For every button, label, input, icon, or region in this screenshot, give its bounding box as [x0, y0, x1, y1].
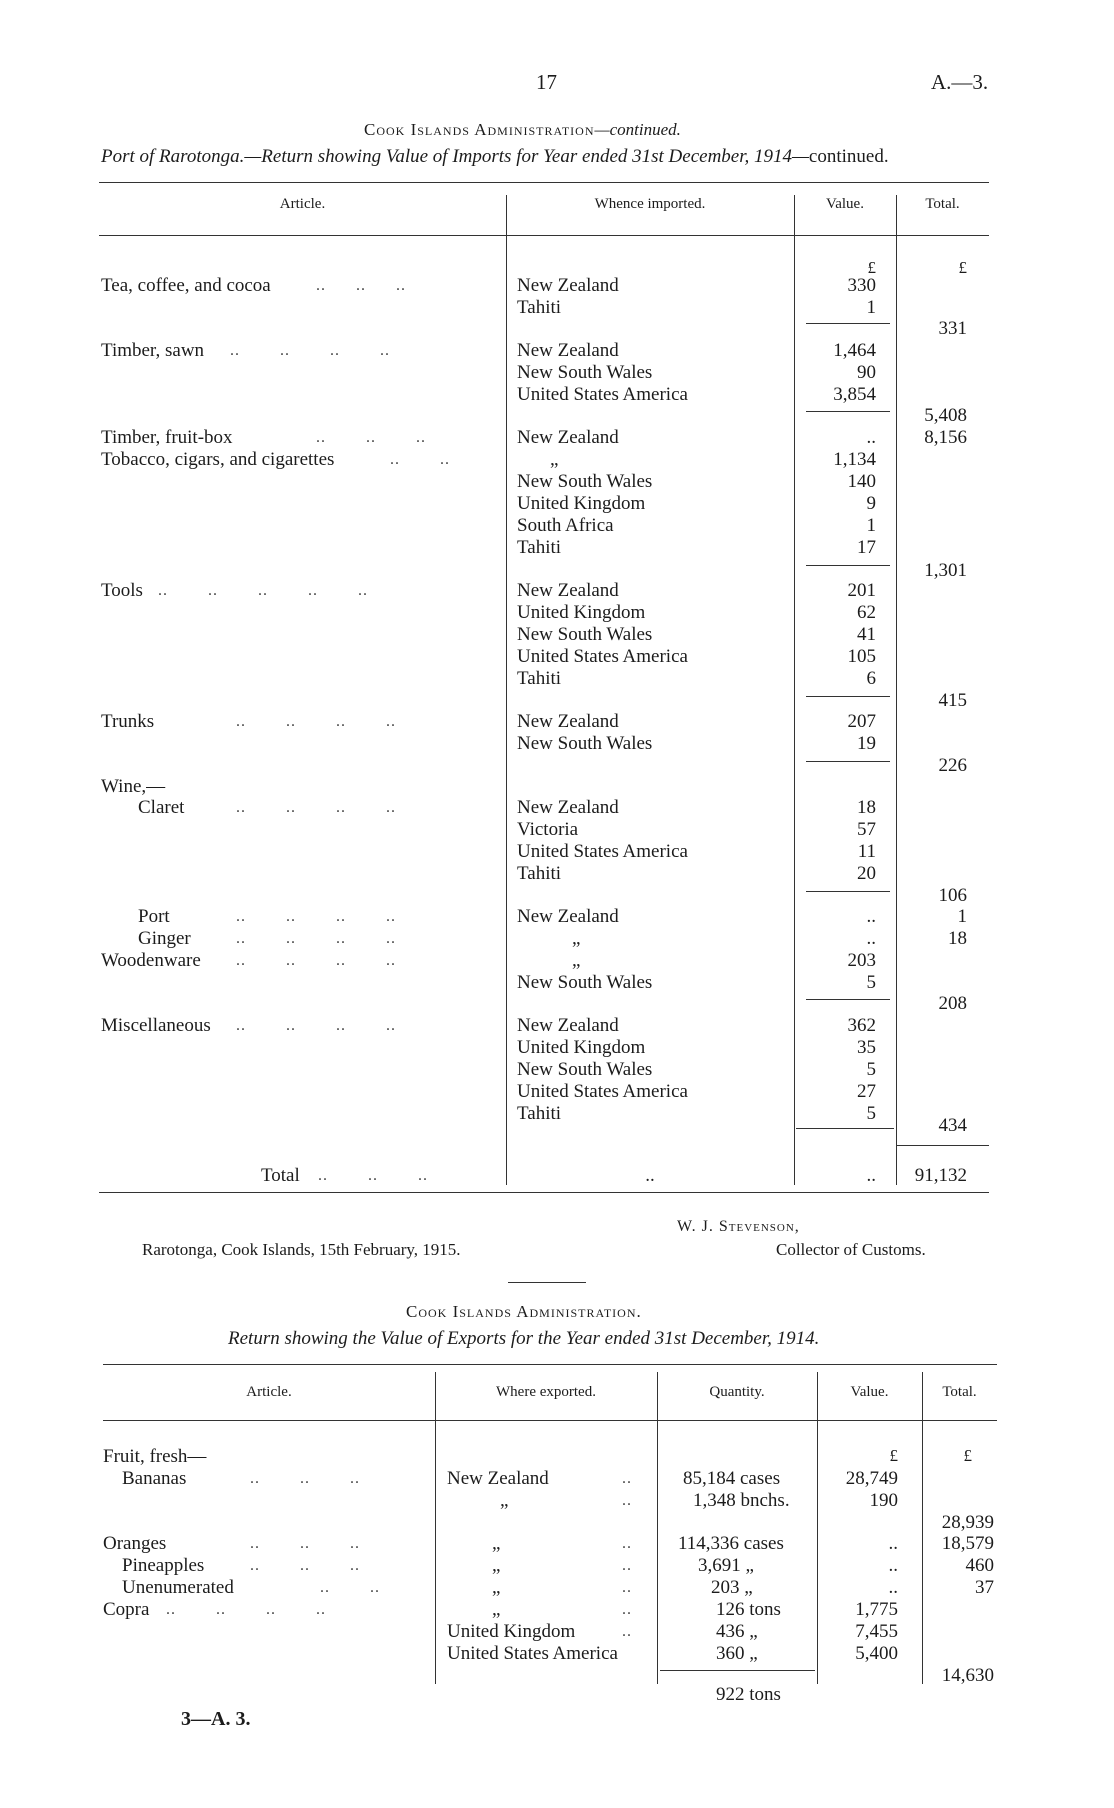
source-country: New Zealand [517, 340, 619, 361]
subtotal-rule [796, 1128, 894, 1129]
leader-dots: .. .. .. .. [236, 1017, 396, 1034]
quantity-sum-rule [660, 1670, 815, 1671]
total-cell: 434 [938, 1115, 967, 1136]
export-destination: New Zealand [447, 1468, 549, 1489]
imports-title-tail: continued. [808, 146, 889, 167]
export-destination: United Kingdom [447, 1621, 576, 1642]
imports-header-whence: Whence imported. [594, 196, 706, 212]
source-country: United Kingdom [517, 1037, 646, 1058]
value-cell: 140 [847, 471, 876, 492]
leader-dots: .. .. .. .. [166, 1601, 326, 1618]
leader-dots: .. .. [390, 451, 450, 468]
ditto-mark: „ [572, 950, 581, 971]
export-value: .. [888, 1533, 898, 1554]
subtotal-rule [806, 891, 890, 892]
document-reference: A.—3. [931, 70, 989, 94]
article-label: Timber, sawn [101, 340, 205, 361]
article-label: Port [138, 906, 170, 927]
imports-admin-heading [364, 120, 681, 140]
exports-header-quantity: Quantity. [709, 1384, 765, 1400]
signatory-name: W. J. Stevenson, [677, 1218, 800, 1235]
page-number: 17 [536, 70, 557, 94]
source-country: United States America [517, 646, 688, 667]
article-label: Miscellaneous [101, 1015, 211, 1036]
source-country: Tahiti [517, 668, 562, 689]
total-cell: 208 [938, 993, 967, 1014]
source-country: United States America [517, 841, 688, 862]
imports-title [101, 146, 889, 168]
exports-header-article: Article. [246, 1384, 292, 1400]
source-country: New Zealand [517, 580, 619, 601]
source-country: New Zealand [517, 797, 619, 818]
source-country: Victoria [517, 819, 579, 840]
leader-dots: .. .. .. [250, 1535, 360, 1552]
value-cell: 5 [866, 1059, 876, 1080]
imports-total-currency: £ [958, 258, 967, 277]
article-group-heading: Wine,— [101, 776, 166, 797]
admin-title: Cook Islands Administration [364, 120, 595, 139]
total-cell: 18 [948, 928, 967, 949]
subtotal-rule [806, 565, 890, 566]
leader-dots: .. .. .. .. [236, 713, 396, 730]
export-destination: United States America [447, 1643, 618, 1664]
export-total: 460 [965, 1555, 994, 1576]
value-cell: 27 [857, 1081, 876, 1102]
exports-header-rule [103, 1420, 997, 1421]
article-label: Timber, fruit-box [101, 427, 233, 448]
value-cell: 1,464 [833, 340, 876, 361]
value-cell: 57 [857, 819, 876, 840]
export-total: 14,630 [941, 1665, 994, 1686]
export-group-heading: Fruit, fresh— [103, 1446, 207, 1467]
article-label: Trunks [101, 711, 155, 732]
export-quantity: 114,336 cases [678, 1533, 784, 1554]
export-article: Unenumerated [122, 1577, 234, 1598]
leader-dots: .. .. .. .. .. [158, 582, 368, 599]
leader-dots: .. [622, 1623, 632, 1640]
value-cell: 35 [857, 1037, 876, 1058]
source-country: Tahiti [517, 1103, 562, 1124]
ditto-mark: „ [492, 1599, 501, 1620]
source-country: New South Wales [517, 471, 653, 492]
place-date: Rarotonga, Cook Islands, 15th February, 1915. [142, 1240, 461, 1259]
source-country: New South Wales [517, 972, 653, 993]
value-cell: 19 [857, 733, 876, 754]
leader-dots: .. .. [320, 1579, 380, 1596]
source-country: New South Wales [517, 733, 653, 754]
source-country: Tahiti [517, 537, 562, 558]
ditto-mark: „ [492, 1555, 501, 1576]
export-total: 18,579 [941, 1533, 994, 1554]
imports-header-total: Total. [925, 196, 960, 212]
export-value: 190 [869, 1490, 898, 1511]
total-cell: 1 [957, 906, 967, 927]
value-cell: 17 [857, 537, 876, 558]
leader-dots: .. .. .. .. [236, 952, 396, 969]
grand-total: 91,132 [914, 1165, 967, 1186]
ditto-mark: „ [500, 1490, 509, 1511]
subtotal-rule [806, 696, 890, 697]
exports-col-divider-3 [817, 1372, 818, 1684]
leader-dots: .. .. .. .. [236, 930, 396, 947]
export-total: 37 [975, 1577, 994, 1598]
leader-dots: .. .. .. [250, 1470, 360, 1487]
value-cell: 1 [866, 297, 876, 318]
leader-dots: .. [622, 1557, 632, 1574]
exports-total-currency: £ [963, 1446, 972, 1465]
export-total: 28,939 [941, 1512, 994, 1533]
admin-continued: —continued. [594, 120, 681, 139]
export-article: Oranges [103, 1533, 167, 1554]
ditto-mark: „ [550, 449, 559, 470]
subtotal-rule [806, 411, 890, 412]
export-value: 5,400 [855, 1643, 898, 1664]
ditto-mark: „ [492, 1577, 501, 1598]
exports-admin-title: Cook Islands Administration. [406, 1302, 642, 1321]
section-divider [508, 1282, 586, 1283]
export-quantity: 85,184 cases [683, 1468, 781, 1489]
article-label: Tools [101, 580, 143, 601]
value-cell: 90 [857, 362, 876, 383]
source-country: New Zealand [517, 275, 619, 296]
total-cell: 331 [938, 318, 967, 339]
value-cell: 20 [857, 863, 876, 884]
value-cell: .. [866, 427, 876, 448]
value-cell: 41 [857, 624, 876, 645]
subtotal-rule [806, 999, 890, 1000]
export-value: .. [888, 1555, 898, 1576]
exports-header-total: Total. [942, 1384, 977, 1400]
export-value: 1,775 [855, 1599, 898, 1620]
export-quantity: 360 „ [716, 1643, 758, 1664]
ditto-mark: „ [492, 1533, 501, 1554]
imports-col-divider-2 [794, 195, 795, 1185]
export-quantity: 436 „ [716, 1621, 758, 1642]
value-cell: 5 [866, 1103, 876, 1124]
source-country: Tahiti [517, 863, 562, 884]
value-cell: 105 [847, 646, 876, 667]
leader-dots: .. [622, 1492, 632, 1509]
leader-dots: .. [622, 1470, 632, 1487]
leader-dots: .. .. .. [316, 277, 406, 294]
value-cell: 62 [857, 602, 876, 623]
value-cell: 201 [847, 580, 876, 601]
exports-col-divider-1 [435, 1372, 436, 1684]
signatory-role: Collector of Customs. [776, 1240, 926, 1259]
leader-dots: .. .. .. .. [236, 908, 396, 925]
value-cell: 6 [866, 668, 876, 689]
value-cell: 203 [847, 950, 876, 971]
source-country: United Kingdom [517, 493, 646, 514]
total-cell: 226 [938, 755, 967, 776]
leader-dots: .. [622, 1601, 632, 1618]
leader-dots: .. [622, 1535, 632, 1552]
subtotal-rule [806, 761, 890, 762]
source-country: South Africa [517, 515, 614, 536]
value-cell: 18 [857, 797, 876, 818]
export-quantity: 203 „ [711, 1577, 753, 1598]
source-country: New Zealand [517, 1015, 619, 1036]
exports-header-where: Where exported. [496, 1384, 596, 1400]
source-country: New Zealand [517, 906, 619, 927]
leader-dots: .. .. .. [250, 1557, 360, 1574]
total-cell: 106 [938, 885, 967, 906]
value-cell: 11 [857, 841, 876, 862]
export-article: Bananas [122, 1468, 187, 1489]
export-quantity: 126 tons [716, 1599, 781, 1620]
source-country: United Kingdom [517, 602, 646, 623]
export-article: Pineapples [122, 1555, 205, 1576]
source-country: Tahiti [517, 297, 562, 318]
source-country: United States America [517, 1081, 688, 1102]
grand-total-label: Total [261, 1165, 300, 1186]
imports-col-divider-3 [896, 195, 897, 1185]
leader-dots: .. .. .. .. [230, 342, 390, 359]
copra-quantity-total: 922 tons [716, 1684, 781, 1705]
export-value: 7,455 [855, 1621, 898, 1642]
value-cell: 3,854 [833, 384, 876, 405]
imports-top-rule [99, 182, 989, 183]
article-label: Woodenware [101, 950, 201, 971]
ditto-mark: „ [572, 928, 581, 949]
leader-dots: .. .. .. [316, 429, 426, 446]
leader-dots: .. [622, 1579, 632, 1596]
total-cell: 1,301 [924, 560, 967, 581]
article-label: Ginger [138, 928, 191, 949]
exports-col-divider-2 [657, 1372, 658, 1684]
total-cell: 8,156 [924, 427, 967, 448]
source-country: New South Wales [517, 624, 653, 645]
value-cell: 362 [847, 1015, 876, 1036]
exports-top-rule [103, 1364, 997, 1365]
export-article: Copra [103, 1599, 150, 1620]
value-cell: .. [866, 906, 876, 927]
imports-header-value: Value. [826, 196, 864, 212]
source-country: New Zealand [517, 711, 619, 732]
value-cell: 5 [866, 972, 876, 993]
article-label: Tobacco, cigars, and cigarettes [101, 449, 335, 470]
imports-bottom-rule [99, 1192, 989, 1193]
imports-value-currency: £ [867, 258, 876, 277]
leader-dots: .. .. .. [318, 1167, 428, 1184]
source-country: New Zealand [517, 427, 619, 448]
grand-total-whence: .. [645, 1165, 655, 1186]
exports-value-currency: £ [889, 1446, 898, 1465]
export-value: .. [888, 1577, 898, 1598]
exports-col-divider-4 [922, 1372, 923, 1684]
export-quantity: 1,348 bnchs. [693, 1490, 790, 1511]
article-label: Tea, coffee, and cocoa [101, 275, 271, 296]
value-cell: 9 [866, 493, 876, 514]
grand-total-value: .. [866, 1165, 876, 1186]
value-cell: 1,134 [833, 449, 876, 470]
imports-col-divider-1 [506, 195, 507, 1185]
imports-header-article: Article. [279, 196, 326, 212]
imports-header-rule [99, 235, 989, 236]
value-cell: 330 [847, 275, 876, 296]
export-value: 28,749 [845, 1468, 898, 1489]
subtotal-rule [806, 323, 890, 324]
exports-header-value: Value. [850, 1384, 889, 1400]
total-cell: 415 [938, 690, 967, 711]
value-cell: 207 [847, 711, 876, 732]
export-quantity: 3,691 „ [698, 1555, 754, 1576]
signature-mark: 3—A. 3. [181, 1708, 251, 1730]
imports-title-main: Port of Rarotonga.—Return showing Value of Imports for Year ended 31st December, 1914— [101, 146, 809, 167]
grand-total-rule [896, 1145, 989, 1146]
value-cell: 1 [866, 515, 876, 536]
article-label: Claret [138, 797, 185, 818]
leader-dots: .. .. .. .. [236, 799, 396, 816]
source-country: United States America [517, 384, 688, 405]
source-country: New South Wales [517, 1059, 653, 1080]
source-country: New South Wales [517, 362, 653, 383]
exports-title: Return showing the Value of Exports for the Year ended 31st December, 1914. [228, 1328, 820, 1349]
total-cell: 5,408 [924, 405, 967, 426]
value-cell: .. [866, 928, 876, 949]
